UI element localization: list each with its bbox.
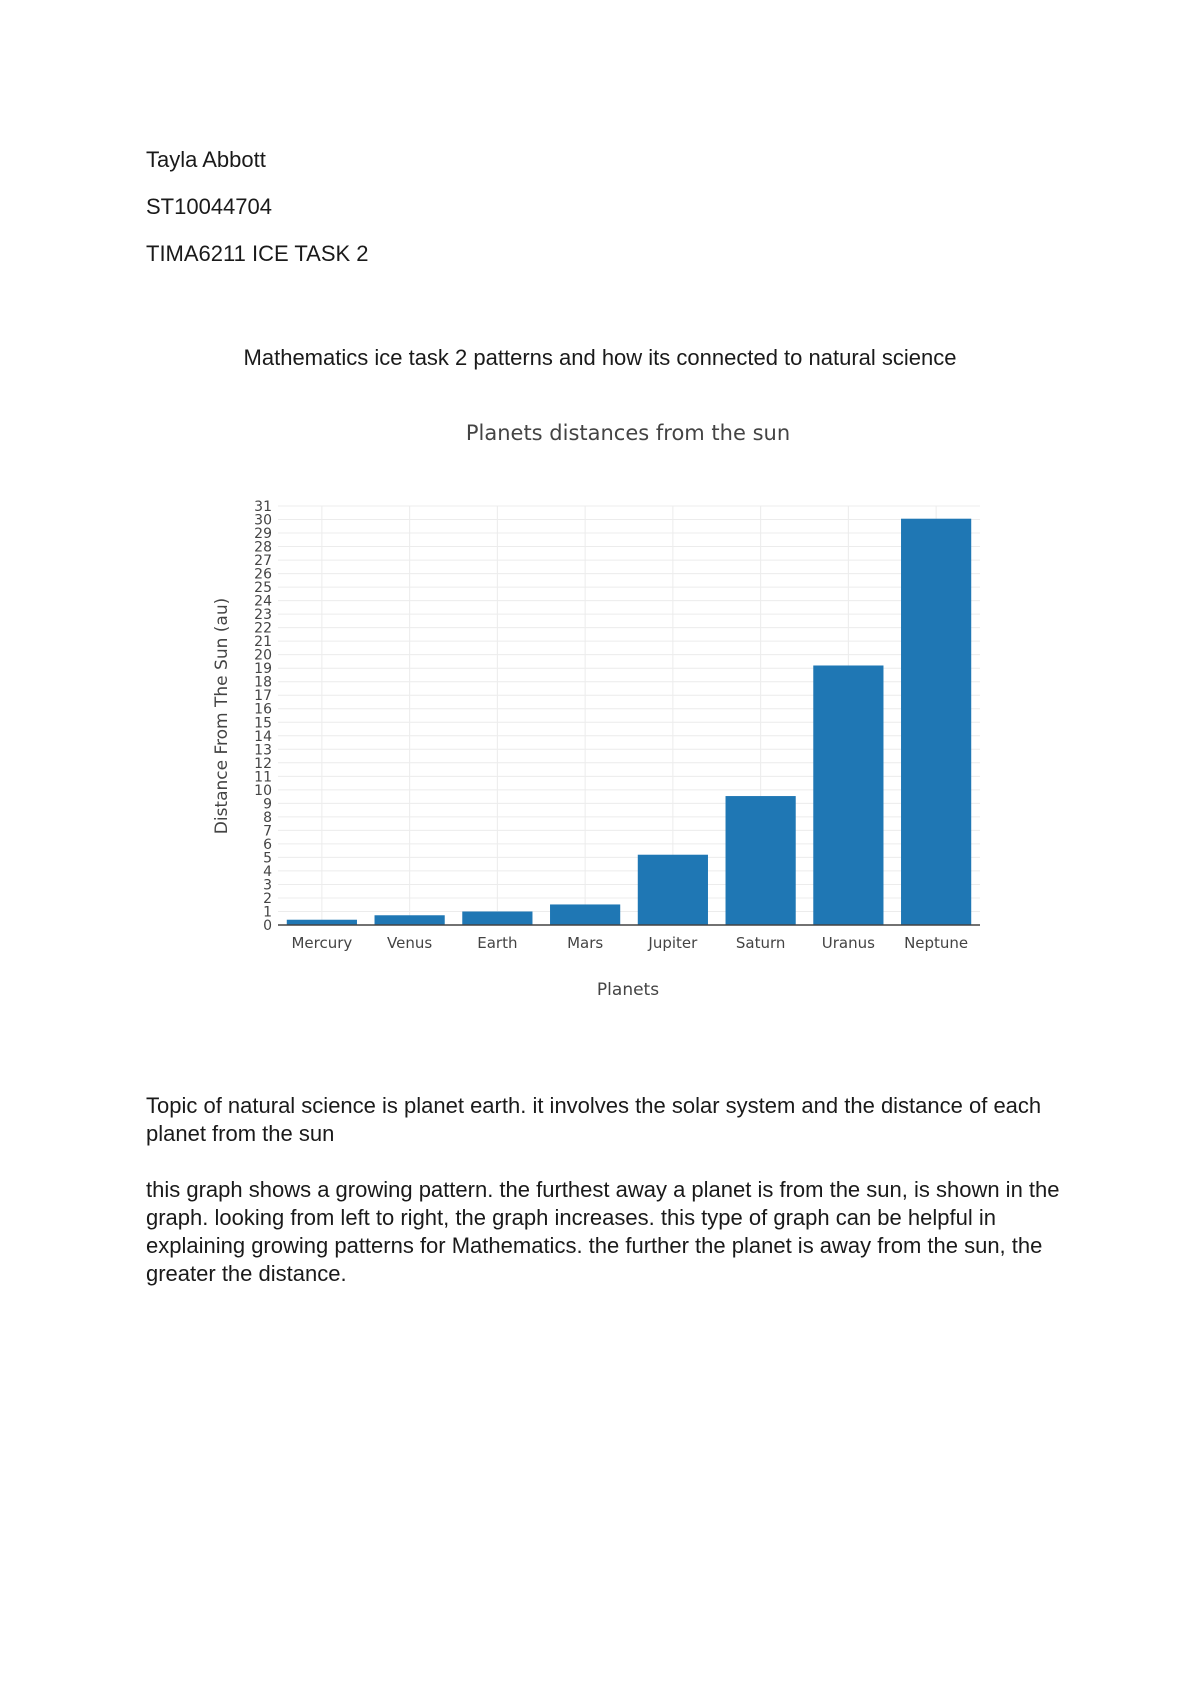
student-number: ST10044704 [146,194,272,219]
y-tick-label: 9 [263,796,272,813]
y-tick-label: 27 [254,553,272,570]
y-tick-label: 2 [263,890,272,907]
y-tick-label: 25 [254,580,272,597]
y-tick-label: 3 [263,877,272,894]
x-tick-label: Venus [387,934,433,952]
author-name: Tayla Abbott [146,147,266,172]
x-tick-label: Mars [567,934,604,952]
x-tick-label: Saturn [735,934,786,952]
y-tick-label: 13 [254,742,272,759]
bar-mercury [287,920,357,925]
y-tick-label: 29 [254,526,272,543]
y-tick-label: 5 [263,850,272,867]
x-tick-label: Jupiter [648,934,698,952]
y-tick-label: 10 [254,782,272,799]
y-tick-label: 11 [254,769,272,786]
y-tick-label: 6 [263,836,272,853]
bar-neptune [901,519,971,925]
y-tick-label: 17 [254,688,272,705]
y-tick-label: 4 [263,863,272,880]
y-tick-label: 30 [254,512,272,529]
x-tick-label: Mercury [291,934,353,952]
y-tick-label: 22 [254,620,272,637]
x-tick-label: Earth [477,934,518,952]
y-tick-label: 21 [254,634,272,651]
task-title: TIMA6211 ICE TASK 2 [146,241,369,266]
bar-jupiter [638,855,708,925]
y-tick-label: 28 [254,539,272,556]
y-tick-label: 23 [254,607,272,624]
bar-mars [550,904,620,925]
y-tick-label: 12 [254,755,272,772]
y-axis-title: Distance From The Sun (au) [212,597,232,835]
bar-uranus [813,665,883,925]
y-tick-label: 24 [254,593,272,610]
document-heading: Mathematics ice task 2 patterns and how its connected to natural science [243,345,957,370]
bar-venus [375,915,445,925]
y-tick-label: 16 [254,701,272,718]
paragraph-topic: Topic of natural science is planet earth. it involves the solar system and the distance of each planet from the sun [146,1093,1042,1146]
bar-saturn [726,796,796,925]
y-tick-label: 7 [263,823,272,840]
chart-title: Planets distances from the sun [465,421,791,445]
y-tick-label: 26 [254,566,272,583]
bar-earth [462,911,532,925]
y-tick-label: 1 [263,904,272,921]
x-tick-label: Neptune [904,934,969,952]
y-tick-label: 0 [263,918,272,934]
y-tick-label: 18 [254,674,272,691]
y-tick-label: 20 [254,647,272,664]
y-tick-label: 14 [254,728,272,745]
x-tick-label: Uranus [821,934,875,952]
y-tick-label: 15 [254,715,272,732]
paragraph-explanation: this graph shows a growing pattern. the furthest away a planet is from the sun, is shown in the graph. looking from left to right, the graph increases. this type of graph can be helpful in explaining growing patterns for Mathematics. the further the planet is away from the sun, the greater the distance. [146,1177,1060,1286]
x-axis-title: Planets [596,980,660,1000]
y-tick-label: 8 [263,809,272,826]
y-tick-label: 19 [254,661,272,678]
y-tick-label: 31 [254,499,272,515]
